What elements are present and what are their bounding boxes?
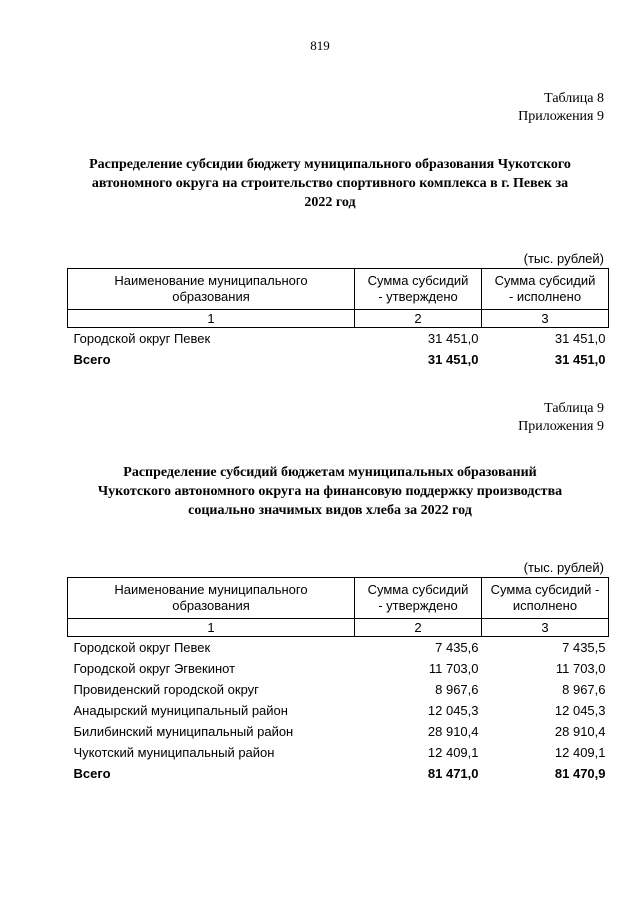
- table-row: [68, 721, 609, 742]
- executed-amount: 28 910,4: [554, 724, 606, 739]
- caption-line: Распределение субсидий бюджетам муниципальных образований: [123, 465, 537, 480]
- table-row: [68, 328, 609, 350]
- table-9-reference: [518, 400, 604, 436]
- approved-amount: 8 967,6: [435, 682, 479, 697]
- caption-line: социально значимых видов хлеба за 2022 год: [188, 503, 472, 518]
- municipality-name: Городской округ Певек: [73, 640, 211, 655]
- approved-amount: 28 910,4: [427, 724, 479, 739]
- approved-amount: 11 703,0: [428, 661, 479, 676]
- table-row: [68, 637, 609, 659]
- column-number-row: [68, 619, 609, 637]
- table-row: [68, 742, 609, 763]
- municipality-name: Чукотский муниципальный район: [73, 745, 275, 760]
- executed-amount: 8 967,6: [562, 682, 606, 697]
- header-municipality: Наименование муниципального образования: [68, 578, 355, 619]
- caption-line: 2022 год: [304, 195, 356, 210]
- executed-amount: 31 451,0: [554, 331, 606, 346]
- executed-amount: 7 435,5: [562, 640, 606, 655]
- executed-amount: 12 409,1: [554, 745, 606, 760]
- column-number: 1: [68, 619, 355, 637]
- total-executed: 31 451,0: [554, 352, 606, 367]
- table-label: Таблица 9: [544, 401, 604, 416]
- header-row: [68, 578, 609, 619]
- municipality-name: Анадырский муниципальный район: [73, 703, 288, 718]
- header-executed: Сумма субсидий - исполнено: [482, 269, 609, 310]
- column-number: 3: [482, 310, 609, 328]
- table-9: [67, 577, 609, 784]
- header-executed: Сумма субсидий - исполнено: [482, 578, 609, 619]
- caption-line: автономного округа на строительство спортивного комплекса в г. Певек за: [91, 176, 569, 191]
- municipality-name: Билибинский муниципальный район: [73, 724, 294, 739]
- header-approved: Сумма субсидий - утверждено: [355, 269, 482, 310]
- total-label: Всего: [73, 766, 111, 781]
- table-8-units: (тыс. рублей): [523, 251, 604, 266]
- executed-amount: 11 703,0: [555, 661, 606, 676]
- total-row: [68, 763, 609, 784]
- page-number: 819: [310, 38, 330, 53]
- caption-line: Чукотского автономного округа на финансовую поддержку производства: [97, 484, 563, 499]
- column-number: 2: [355, 310, 482, 328]
- municipality-name: Провиденский городской округ: [73, 682, 259, 697]
- executed-amount: 12 045,3: [554, 703, 606, 718]
- header-municipality: Наименование муниципального образования: [68, 269, 355, 310]
- appendix-label: Приложения 9: [518, 419, 604, 434]
- table-8-reference: [518, 90, 604, 126]
- table-8-caption: [60, 155, 600, 212]
- approved-amount: 12 045,3: [427, 703, 479, 718]
- table-8: [67, 268, 609, 370]
- total-approved: 31 451,0: [427, 352, 479, 367]
- header-approved: Сумма субсидий - утверждено: [355, 578, 482, 619]
- table-9-caption: [60, 463, 600, 520]
- column-number: 2: [355, 619, 482, 637]
- total-row: [68, 349, 609, 370]
- table-9-units: (тыс. рублей): [523, 560, 604, 575]
- municipality-name: Городской округ Эгвекинот: [73, 661, 236, 676]
- header-row: [68, 269, 609, 310]
- approved-amount: 12 409,1: [427, 745, 479, 760]
- total-label: Всего: [73, 352, 111, 367]
- table-row: [68, 658, 609, 679]
- total-approved: 81 471,0: [427, 766, 479, 781]
- appendix-label: Приложения 9: [518, 109, 604, 124]
- table-row: [68, 700, 609, 721]
- column-number-row: [68, 310, 609, 328]
- approved-amount: 7 435,6: [435, 640, 479, 655]
- table-row: [68, 679, 609, 700]
- municipality-name: Городской округ Певек: [73, 331, 211, 346]
- table-label: Таблица 8: [544, 91, 604, 106]
- caption-line: Распределение субсидии бюджету муниципального образования Чукотского: [89, 157, 571, 172]
- total-executed: 81 470,9: [554, 766, 606, 781]
- column-number: 3: [482, 619, 609, 637]
- approved-amount: 31 451,0: [427, 331, 479, 346]
- column-number: 1: [68, 310, 355, 328]
